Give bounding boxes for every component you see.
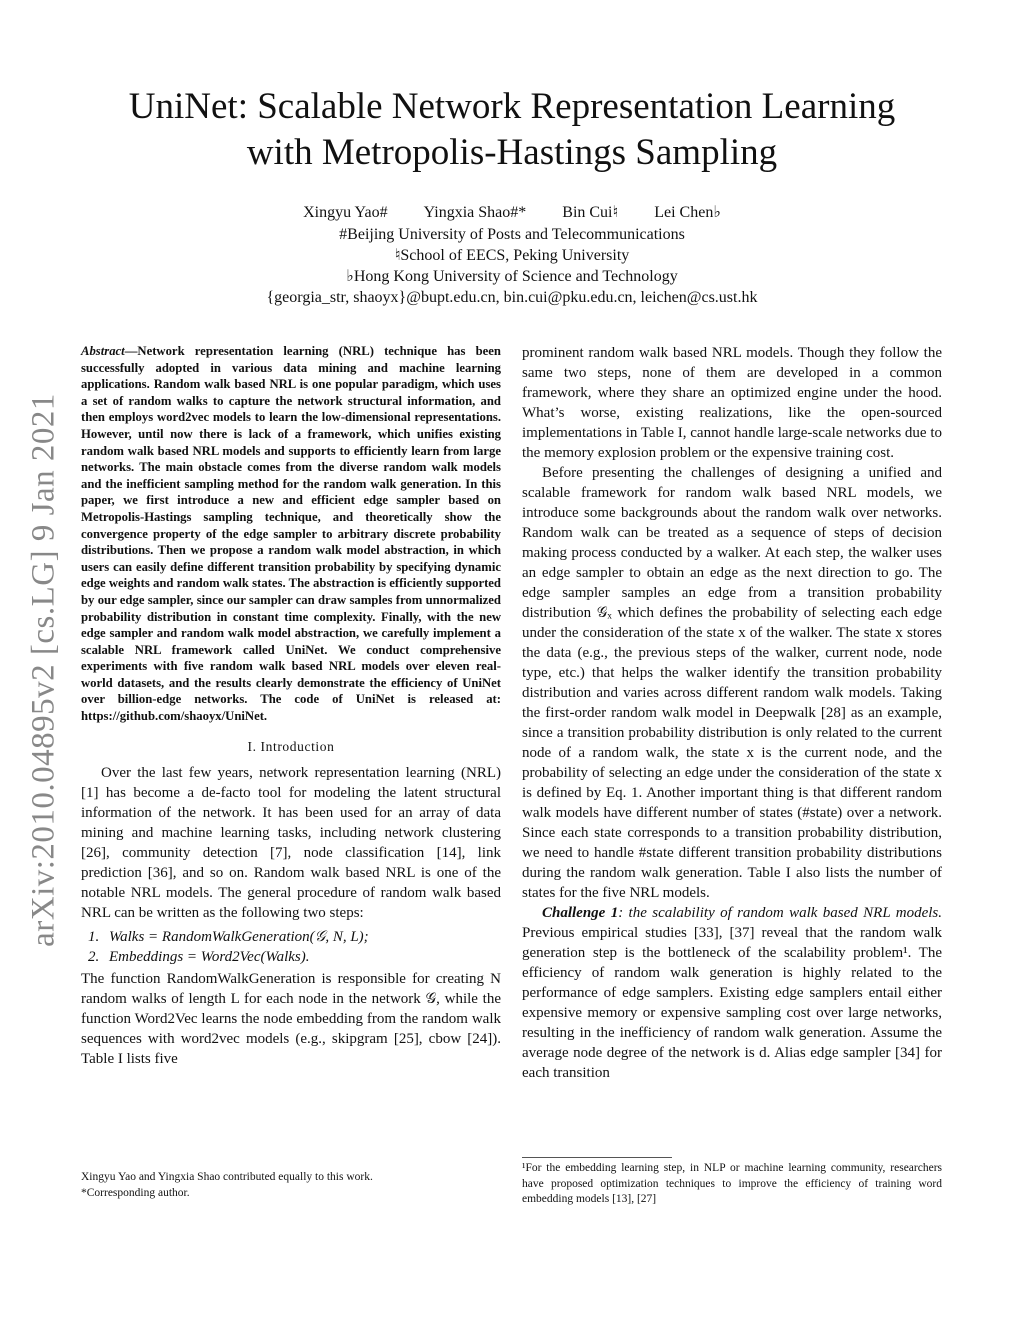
author-block	[60, 202, 964, 308]
footnote-rule	[522, 1157, 672, 1158]
step-walks: 1. Walks = RandomWalkGeneration(𝒢, N, L);	[103, 927, 501, 947]
right-paragraph-1: prominent random walk based NRL models. Though they follow the same two steps, none of them are developed in a common framework, where they share an optimized engine under the hood. What’s worse, existing realizations, like the open-sourced implementations in Table I, cannot handle large-scale networks due to the memory explosion problem or the expensive training cost.	[522, 345, 942, 461]
arxiv-stamp-text: arXiv:2010.04895v2 [cs.LG] 9 Jan 2021	[25, 393, 62, 947]
right-column	[522, 343, 942, 1083]
abstract-label: Abstract	[81, 344, 125, 358]
step-embeddings: 2. Embeddings = Word2Vec(Walks).	[103, 947, 501, 967]
author-emails: {georgia_str, shaoyx}@bupt.edu.cn, bin.cui@pku.edu.cn, leichen@cs.ust.hk	[266, 289, 758, 306]
challenge-text: Previous empirical studies [33], [37] reveal that the random walk generation step is the bottleneck of the scalability problem¹. The efficiency of random walk generation is highly related to the performance of edge samplers. Existing edge samplers entail either expensive memory or expensive sampling cost over large networks, resulting in the inefficiency of random walk generation. Assume the average node degree of the network is d. Alias edge sampler [34] for each transition	[522, 925, 942, 1081]
challenge-paragraph	[522, 903, 942, 1083]
intro-paragraph-1: Over the last few years, network representation learning (NRL) [1] has become a de-facto tool for modeling the latent structural information of the network. It has been used for an array of data mining and machine learning tasks, including network clustering [26], community detection [7], node classification [14], link prediction [36], and so on. Random walk based NRL is one of the notable NRL models. The general procedure of random walk based NRL can be written as the following two steps:	[81, 764, 501, 921]
footnote-corresponding-author: *Corresponding author.	[81, 1186, 190, 1199]
section-heading-introduction: I. Introduction	[247, 738, 335, 754]
right-footnote	[522, 1157, 942, 1208]
title-line-1: UniNet: Scalable Network Representation Learning	[128, 86, 896, 127]
footnote-equal-contribution: Xingyu Yao and Yingxia Shao contributed equally to this work.	[81, 1171, 373, 1183]
intro-paragraph-2: The function RandomWalkGeneration is responsible for creating N random walks of length L for each node in the network 𝒢, while the function Word2Vec learns the node embedding from the random walk sequences with word2vec models (e.g., skipgram [25], cbow [24]). Table I lists five	[81, 970, 501, 1067]
abstract-text: —Network representation learning (NRL) technique has been successfully adopted in various data mining and machine learning applications. Random walk based NRL is one popular paradigm, which uses a set of random walks to capture the network structural information, and then employs word2vec models to learn the low-dimensional representations. However, until now there is lack of a framework, which unifies existing random walk based NRL models and supports to efficiently learn from large networks. The main obstacle comes from the diverse random walk models and the inefficient sampling method for the random walk generation. In this paper, we first introduce a new and efficient edge sampler based on Metropolis-Hastings sampling technique, and theoretically show the convergence property of the edge sampler to arbitrary discrete probability distributions. Then we propose a random walk model abstraction, in which users can easily define different transition probability by specifying dynamic edge weights and random walk states. The abstraction is efficiently supported by our edge sampler, since our sampler can draw samples from unnormalized probability distribution in constant time complexity. Finally, with the new edge sampler and random walk model abstraction, we carefully implement a scalable NRL framework called UniNet. We conduct comprehensive experiments with five random walk based NRL models over eleven real-world datasets, and the results clearly demonstrate the efficiency of UniNet over billion-edge networks. The code of UniNet is released at: https://github.com/shaoyx/UniNet.	[81, 344, 501, 724]
affiliation-1: #Beijing University of Posts and Telecommunications	[339, 226, 685, 243]
abstract	[81, 343, 501, 725]
right-paragraph-2: Before presenting the challenges of designing a unified and scalable framework for random walk based NRL models, we introduce some backgrounds about the random walk over networks. Random walk can be treated as a sequence of steps of decision making process conducted by a walker. At each step, the walker uses an edge sampler to obtain an edge as the next direction to go. The edge sampler samples an edge from a transition probability distribution 𝒢ₓ which defines the probability of selecting each edge under the consideration of the state x of the walker. The state x stores the data (e.g., the previous steps of the walker, current node, node type, etc.) that helps the walker identify the transition probability distribution and varies across different random walk models. Taking the first-order random walk model in Deepwalk [28] as an example, since a transition probability distribution is only related to the current node of a random walk, the state x is the current node, and the probability of selecting an edge under the consideration of the state x is defined by Eq. 1. Another important thing is that different random walk models have different number of states (#state) over a network. Since each state corresponds to a transition probability distribution, we need to handle #state different transition probability distributions during the random walk generation. Table I also lists the number of states for the five NRL models.	[522, 465, 942, 901]
author-2: Yingxia Shao#*	[423, 204, 527, 221]
steps-list	[81, 927, 501, 967]
challenge-title: : the scalability of random walk based NRL models.	[618, 905, 942, 921]
affiliation-3: ♭Hong Kong University of Science and Technology	[346, 268, 678, 285]
title-line-2: with Metropolis-Hastings Sampling	[246, 132, 778, 173]
left-footnotes	[81, 1170, 501, 1201]
author-1: Xingyu Yao#	[303, 204, 388, 221]
author-4: Lei Chen♭	[654, 204, 721, 221]
paper-title	[60, 84, 964, 176]
footnote-embedding-learning: ¹For the embedding learning step, in NLP or machine learning community, researchers have proposed optimization techniques to improve the efficiency of training word embedding models [13], [27]	[522, 1162, 942, 1205]
author-names	[60, 202, 964, 224]
left-column	[81, 343, 501, 1069]
arxiv-stamp	[14, 380, 74, 960]
challenge-label: Challenge 1	[542, 905, 619, 921]
affiliation-2: ♮School of EECS, Peking University	[394, 247, 630, 264]
author-3: Bin Cui♮	[562, 204, 619, 221]
